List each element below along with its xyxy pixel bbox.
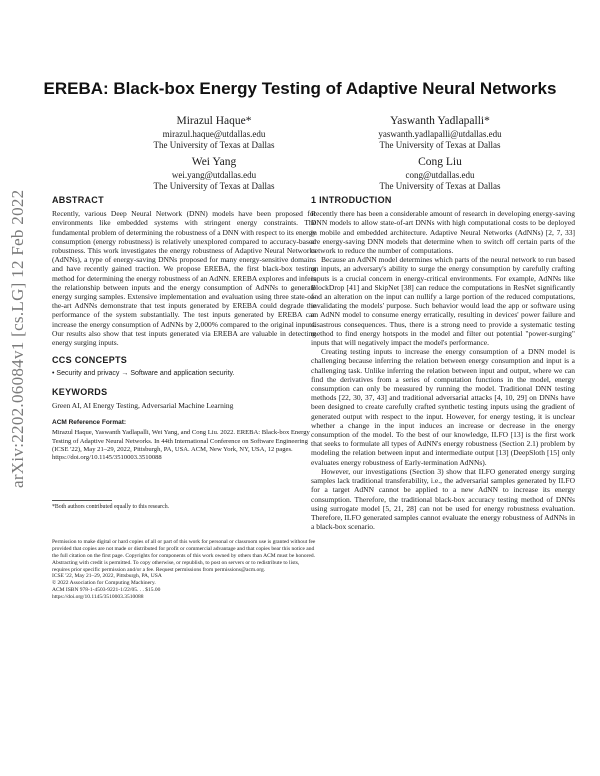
- author-block: [104, 155, 324, 192]
- author-affiliation: The University of Texas at Dallas: [379, 181, 501, 191]
- author-block: [330, 155, 550, 192]
- intro-paragraph: Recently there has been a considerable amount of research in developing energy-saving DNN models to allow state-of-art DNNs with high computational costs to be deployed in mobile and embedded architecture. Adaptive Neural Networks (AdNNs) [2, 7, 33] are energy-saving DNN models that determine when to switch off certain parts of the network to reduce the number of computations.: [311, 209, 575, 256]
- author-affiliation: The University of Texas at Dallas: [379, 140, 501, 150]
- footnote: *Both authors contributed equally to this research.: [52, 504, 170, 511]
- author-email[interactable]: mirazul.haque@utdallas.edu: [162, 129, 266, 139]
- permission-venue: ICSE '22, May 21–29, 2022, Pittsburgh, PA, USA: [52, 573, 162, 580]
- right-column: [311, 196, 575, 531]
- reference-format-text: Mirazul Haque, Yaswanth Yadlapalli, Wei Yang, and Cong Liu. 2022. EREBA: Black-box Energy Testing of Adaptive Neural Networks. In 44th International Conference on Software Engineering (ICSE '22), May 21–29, 2022, Pittsburgh, PA, USA. ACM, New York, NY, USA, 12 pages. https://doi.org/10.1145/3510003.3510088: [52, 429, 310, 462]
- author-affiliation: The University of Texas at Dallas: [153, 140, 275, 150]
- author-name: Yaswanth Yadlapalli*: [390, 115, 490, 127]
- author-name: Cong Liu: [418, 156, 462, 168]
- ccs-text: • Security and privacy → Software and application security.: [52, 370, 235, 378]
- author-block: [330, 114, 550, 151]
- abstract-heading: ABSTRACT: [52, 195, 104, 205]
- author-name: Wei Yang: [191, 156, 237, 168]
- intro-paragraph: However, our investigations (Section 3) show that ILFO generated energy surging samples lack traditional transferability, i.e., the adversarial samples generated by ILFO for a target AdNN cannot be applied to a new AdNN to increase its energy consumption. Therefore, the traditional black-box accuracy testing method of DNNs using surrogate model [5, 21, 28] can not be used for energy robustness evaluation. Therefore, ILFO generated samples cannot evaluate the energy robustness of AdNNs in a black-box scenario.: [311, 466, 575, 532]
- left-column: [52, 196, 316, 601]
- introduction-heading: 1 INTRODUCTION: [311, 195, 392, 205]
- author-email[interactable]: cong@utdallas.edu: [405, 170, 475, 180]
- permission-doi[interactable]: https://doi.org/10.1145/3510003.3510088: [52, 593, 144, 600]
- keywords-heading: KEYWORDS: [52, 386, 108, 397]
- abstract-text: Recently, various Deep Neural Network (DNN) models have been proposed for environments like embedded systems with stringent energy constraints. The fundamental problem of determining the robustness of a DNN with respect to its energy consumption (energy robustness) is relatively unexplored compared to accuracy-based robustness. This work investigates the energy robustness of Adaptive Neural Networks (AdNNs), a type of energy-saving DNNs proposed for many energy-sensitive domains and have recently gained traction. We propose EREBA, the first black-box testing method for determining the energy robustness of an AdNN. EREBA explores and infers the relationship between inputs and the energy consumption of AdNNs to generate energy surging samples. Extensive implementation and evaluation using three state-of-the-art AdNNs demonstrate that test inputs generated by EREBA could degrade the performance of the system substantially. The test inputs generated by EREBA can increase the energy consumption of AdNNs by 2,000% compared to the original inputs. Our results also show that test inputs generated via EREBA are valuable in detecting energy surging inputs.: [52, 209, 316, 348]
- author-email[interactable]: wei.yang@utdallas.edu: [171, 170, 257, 180]
- author-email[interactable]: yaswanth.yadlapalli@utdallas.edu: [378, 129, 502, 139]
- keywords-text: Green AI, AI Energy Testing, Adversarial Machine Learning: [52, 400, 234, 410]
- ccs-heading: CCS CONCEPTS: [52, 355, 128, 366]
- intro-paragraph: Because an AdNN model determines which parts of the neural network to run based on inputs, an adversary's ability to surge the energy consumption by carefully crafting inputs is a crucial concern in energy-critical environments. For example, AdNNs like BlockDrop [41] and SkipNet [38] can reduce the computations in ResNet significantly and an alteration on the input can nullify a large portion of the reduced computations, invalidating the models' purpose. Such behavior would lead the app or software using an AdNN model to consume energy erratically, resulting in devices' power failure and disastrous consequences. Thus, there is a strong need to provide a systematic testing method to find energy hotspots in the model and filter out potential "power-surging" inputs that will negatively impact the model's performance.: [311, 255, 575, 348]
- paper-title: EREBA: Black-box Energy Testing of Adaptive Neural Networks: [43, 79, 557, 98]
- footnote-rule: [52, 500, 112, 501]
- intro-paragraph: Creating testing inputs to increase the energy consumption of a DNN model is challenging because inferring the relation between energy consumption and input is a challenging task. Unlike inferring the relation between input and output, where we can find the derivatives from a series of computation functions in the model, energy consumption can only be measured by running the model. Traditional DNN testing methods [22, 30, 37, 43] and traditional adversarial attacks [4, 10, 29] on DNNs have been designed to create carefully crafted synthetic testing inputs using the gradient of generated output with respect to the input. However, for energy testing, it is unclear whether a change in the input induces an increase or decrease in the energy consumption of the model. To the best of our knowledge, ILFO [13] is the first work that seeks to formulate all types of AdNN's energy robustness (Section 2.1) problem by modeling the relation between input and intermediate output [13] (DeepSloth [15] only evaluates energy robustness of Early-termination AdNNs).: [311, 347, 575, 467]
- permission-notice: Permission to make digital or hard copies of all or part of this work for personal or classroom use is granted without fee provided that copies are not made or distributed for profit or commercial advantage and that copies bear this notice and the full citation on the first page. Copyrights for components of this work owned by others than ACM must be honored. Abstracting with credit is permitted. To copy otherwise, or republish, to post on servers or to redistribute to lists, requires prior specific permission and/or a fee. Request permissions from permissions@acm.org.: [52, 539, 316, 573]
- author-affiliation: The University of Texas at Dallas: [153, 181, 275, 191]
- author-name: Mirazul Haque*: [176, 115, 252, 127]
- reference-format-heading: ACM Reference Format:: [52, 419, 127, 427]
- arxiv-identifier: arXiv:2202.06084v1 [cs.LG] 12 Feb 2022: [8, 189, 27, 488]
- permission-copyright: © 2022 Association for Computing Machinery.: [52, 580, 156, 587]
- author-block: [104, 114, 324, 151]
- permission-isbn: ACM ISBN 978-1-4503-9221-1/22/05. . . $15.00: [52, 587, 161, 594]
